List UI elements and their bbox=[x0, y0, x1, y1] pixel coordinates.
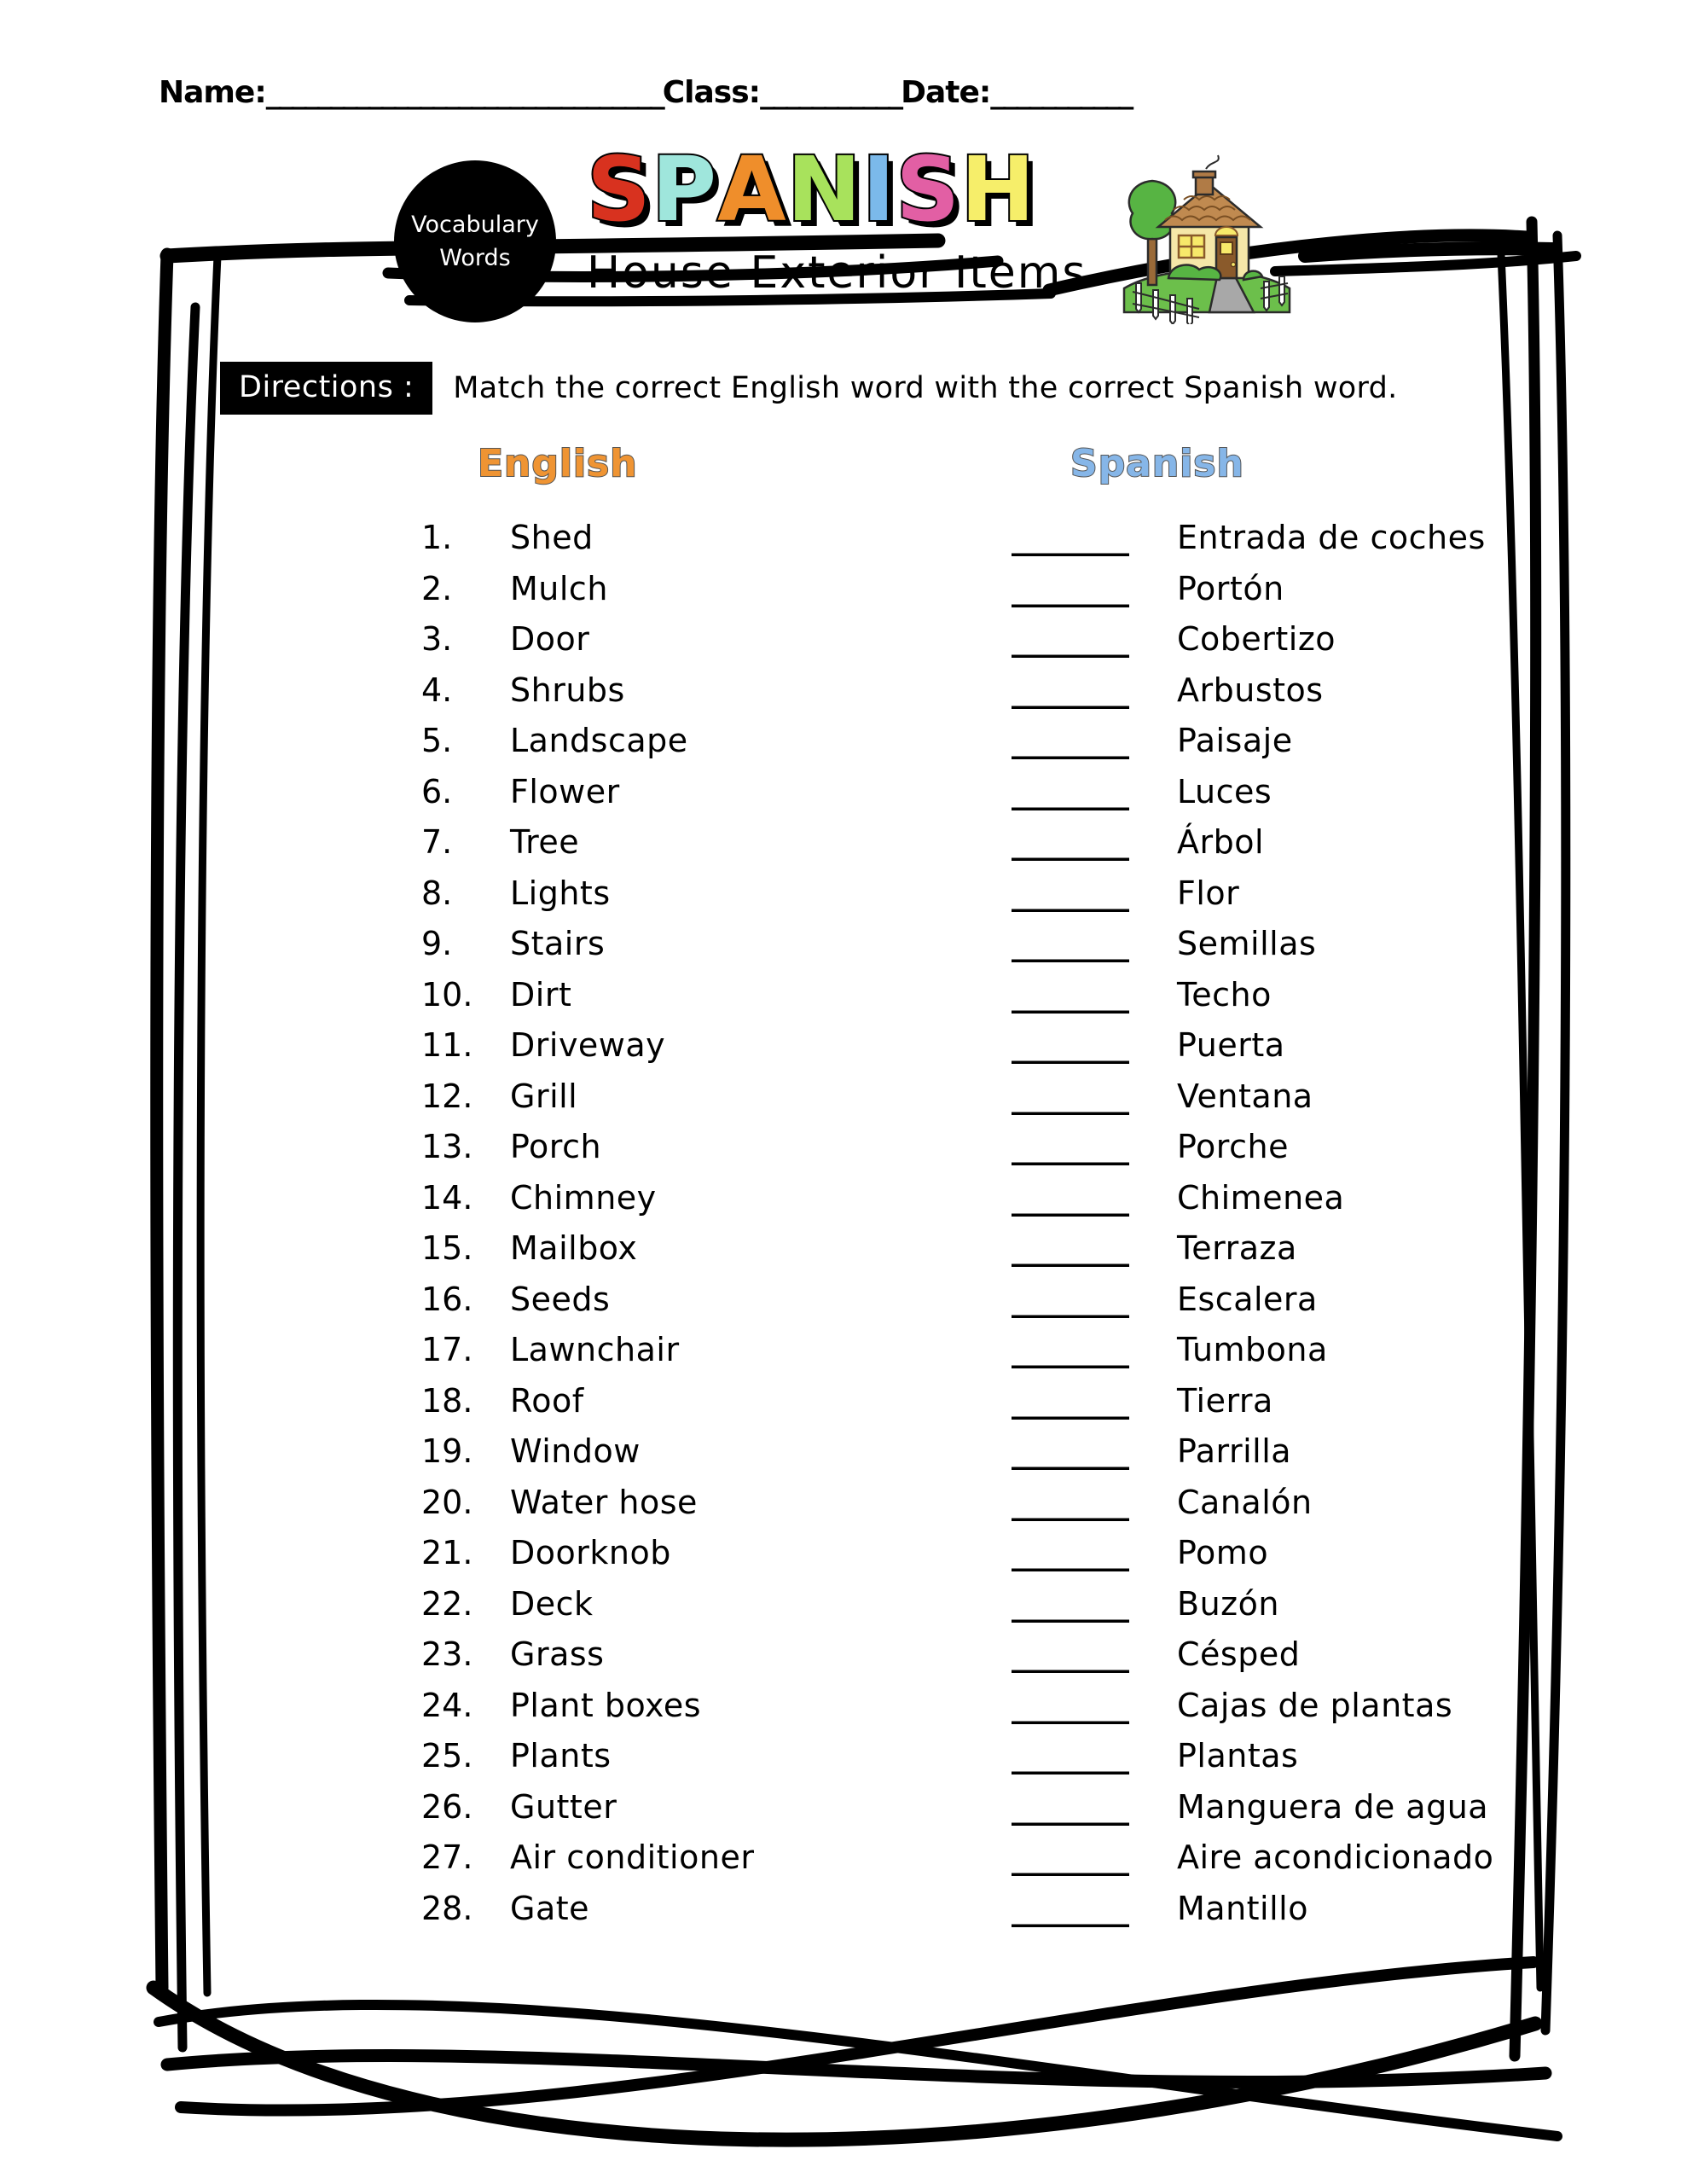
english-word: Window bbox=[510, 1432, 641, 1470]
match-row bbox=[0, 1838, 1687, 1890]
title-letter-6: S bbox=[896, 137, 961, 241]
answer-blank[interactable]: ________ bbox=[1012, 1432, 1128, 1470]
row-number: 11. bbox=[421, 1026, 473, 1064]
row-number: 21. bbox=[421, 1534, 473, 1571]
match-row bbox=[0, 1890, 1687, 1941]
answer-blank[interactable]: ________ bbox=[1012, 925, 1128, 962]
house-exterior-icon bbox=[1117, 145, 1296, 324]
answer-blank[interactable]: ________ bbox=[1012, 1331, 1128, 1368]
english-word: Driveway bbox=[510, 1026, 666, 1064]
match-row bbox=[0, 570, 1687, 621]
row-number: 6. bbox=[421, 772, 453, 810]
answer-blank[interactable]: ________ bbox=[1012, 1483, 1128, 1521]
answer-blank[interactable]: ________ bbox=[1012, 722, 1128, 759]
spanish-word: Arbustos bbox=[1177, 671, 1324, 709]
english-word: Porch bbox=[510, 1128, 602, 1165]
match-row bbox=[0, 620, 1687, 671]
spanish-word: Cajas de plantas bbox=[1177, 1686, 1453, 1724]
page-title bbox=[587, 137, 1036, 241]
row-number: 15. bbox=[421, 1229, 473, 1267]
spanish-word: Luces bbox=[1177, 772, 1272, 810]
english-word: Shed bbox=[510, 519, 594, 556]
answer-blank[interactable]: ________ bbox=[1012, 1787, 1128, 1826]
row-number: 20. bbox=[421, 1483, 473, 1521]
english-word: Grill bbox=[510, 1077, 578, 1115]
spanish-word: Escalera bbox=[1177, 1280, 1318, 1318]
spanish-word: Terraza bbox=[1177, 1229, 1297, 1267]
row-number: 18. bbox=[421, 1381, 473, 1420]
row-number: 8. bbox=[421, 874, 453, 912]
match-row bbox=[0, 1077, 1687, 1129]
row-number: 5. bbox=[421, 722, 453, 759]
english-word: Plants bbox=[510, 1737, 612, 1774]
date-blank[interactable]: ___________ bbox=[990, 75, 1132, 110]
answer-blank[interactable]: ________ bbox=[1012, 519, 1128, 556]
match-row bbox=[0, 671, 1687, 723]
spanish-word: Árbol bbox=[1177, 823, 1265, 861]
english-word: Lights bbox=[510, 874, 611, 912]
student-info-line bbox=[159, 75, 1540, 110]
directions-label: Directions : bbox=[220, 362, 432, 415]
answer-blank[interactable]: ________ bbox=[1012, 1381, 1128, 1420]
match-row bbox=[0, 1585, 1687, 1636]
match-row bbox=[0, 1635, 1687, 1687]
spanish-word: Techo bbox=[1177, 975, 1272, 1014]
spanish-word: Césped bbox=[1177, 1635, 1301, 1673]
english-word: Shrubs bbox=[510, 671, 625, 709]
answer-blank[interactable]: ________ bbox=[1012, 874, 1128, 912]
spanish-word: Flor bbox=[1177, 874, 1240, 912]
directions-text: Match the correct English word with the correct Spanish word. bbox=[453, 371, 1398, 405]
match-row bbox=[0, 722, 1687, 773]
match-row bbox=[0, 1788, 1687, 1839]
answer-blank[interactable]: ________ bbox=[1012, 1280, 1128, 1318]
date-label: Date: bbox=[901, 75, 991, 110]
english-word: Tree bbox=[510, 823, 580, 861]
english-word: Roof bbox=[510, 1381, 584, 1420]
english-word: Gutter bbox=[510, 1787, 617, 1826]
row-number: 19. bbox=[421, 1432, 473, 1470]
english-word: Mulch bbox=[510, 569, 608, 607]
answer-blank[interactable]: ________ bbox=[1012, 975, 1128, 1014]
spanish-word: Ventana bbox=[1177, 1077, 1313, 1115]
match-row bbox=[0, 1331, 1687, 1382]
english-word: Air conditioner bbox=[510, 1838, 755, 1876]
row-number: 24. bbox=[421, 1686, 473, 1724]
english-word: Deck bbox=[510, 1584, 594, 1623]
answer-blank[interactable]: ________ bbox=[1012, 772, 1128, 810]
row-number: 22. bbox=[421, 1584, 473, 1623]
spanish-word: Parrilla bbox=[1177, 1432, 1292, 1470]
spanish-word: Tumbona bbox=[1177, 1331, 1328, 1368]
title-letter-3: A bbox=[717, 137, 787, 241]
english-word: Seeds bbox=[510, 1280, 611, 1318]
title-letter-1: S bbox=[587, 137, 652, 241]
match-row bbox=[0, 1128, 1687, 1179]
row-number: 25. bbox=[421, 1737, 473, 1774]
class-label: Class: bbox=[662, 75, 761, 110]
english-word: Mailbox bbox=[510, 1229, 638, 1267]
page-subtitle: House Exterior Items bbox=[587, 247, 1087, 299]
row-number: 26. bbox=[421, 1787, 473, 1826]
spanish-word: Semillas bbox=[1177, 925, 1317, 962]
match-row bbox=[0, 1281, 1687, 1332]
spanish-word: Plantas bbox=[1177, 1737, 1299, 1774]
english-word: Doorknob bbox=[510, 1534, 671, 1571]
english-word: Chimney bbox=[510, 1178, 657, 1217]
class-blank[interactable]: ___________ bbox=[760, 75, 901, 110]
column-header-english: English bbox=[478, 442, 638, 485]
row-number: 7. bbox=[421, 823, 453, 861]
match-row bbox=[0, 519, 1687, 570]
badge-line-2: Words bbox=[439, 245, 511, 271]
spanish-word: Aire acondicionado bbox=[1177, 1838, 1494, 1876]
answer-blank[interactable]: ________ bbox=[1012, 823, 1128, 861]
answer-blank[interactable]: ________ bbox=[1012, 569, 1128, 607]
answer-blank[interactable]: ________ bbox=[1012, 671, 1128, 709]
row-number: 12. bbox=[421, 1077, 473, 1115]
row-number: 1. bbox=[421, 519, 453, 556]
match-row bbox=[0, 1382, 1687, 1433]
row-number: 10. bbox=[421, 975, 473, 1014]
answer-blank[interactable]: ________ bbox=[1012, 1686, 1128, 1724]
answer-blank[interactable]: ________ bbox=[1012, 1534, 1128, 1571]
english-word: Lawnchair bbox=[510, 1331, 680, 1368]
answer-blank[interactable]: ________ bbox=[1012, 1077, 1128, 1115]
title-letter-7: H bbox=[960, 137, 1036, 241]
row-number: 9. bbox=[421, 925, 453, 962]
match-row bbox=[0, 1534, 1687, 1585]
spanish-word: Pomo bbox=[1177, 1534, 1269, 1571]
answer-blank[interactable]: ________ bbox=[1012, 1737, 1128, 1774]
match-row bbox=[0, 1687, 1687, 1738]
row-number: 3. bbox=[421, 620, 453, 658]
column-header-spanish: Spanish bbox=[1070, 442, 1244, 485]
answer-blank[interactable]: ________ bbox=[1012, 1229, 1128, 1267]
answer-blank[interactable]: ________ bbox=[1012, 1026, 1128, 1064]
english-word: Flower bbox=[510, 772, 620, 810]
answer-blank[interactable]: ________ bbox=[1012, 1584, 1128, 1623]
spanish-word: Portón bbox=[1177, 569, 1284, 607]
english-word: Plant boxes bbox=[510, 1686, 702, 1724]
row-number: 23. bbox=[421, 1635, 473, 1673]
spanish-word: Canalón bbox=[1177, 1483, 1313, 1521]
row-number: 27. bbox=[421, 1838, 473, 1876]
english-word: Door bbox=[510, 620, 590, 658]
english-word: Grass bbox=[510, 1635, 605, 1673]
match-row bbox=[0, 1026, 1687, 1077]
row-number: 2. bbox=[421, 569, 453, 607]
match-row bbox=[0, 925, 1687, 976]
match-row bbox=[0, 976, 1687, 1027]
answer-blank[interactable]: ________ bbox=[1012, 1838, 1128, 1876]
match-row bbox=[0, 1737, 1687, 1788]
match-row bbox=[0, 1229, 1687, 1281]
title-letter-5: I bbox=[861, 137, 896, 241]
english-word: Water hose bbox=[510, 1483, 698, 1521]
row-number: 13. bbox=[421, 1128, 473, 1165]
answer-blank[interactable]: ________ bbox=[1012, 1635, 1128, 1673]
badge-line-1: Vocabulary bbox=[411, 211, 539, 238]
title-letter-2: P bbox=[651, 137, 718, 241]
match-row bbox=[0, 1484, 1687, 1535]
english-word: Stairs bbox=[510, 925, 606, 962]
directions-row bbox=[220, 362, 1499, 415]
english-word: Gate bbox=[510, 1889, 590, 1927]
matching-list bbox=[0, 519, 1687, 1940]
answer-blank[interactable]: ________ bbox=[1012, 1178, 1128, 1217]
spanish-word: Porche bbox=[1177, 1128, 1289, 1165]
spanish-word: Mantillo bbox=[1177, 1889, 1308, 1927]
spanish-word: Paisaje bbox=[1177, 722, 1293, 759]
spanish-word: Chimenea bbox=[1177, 1178, 1345, 1217]
answer-blank[interactable]: ________ bbox=[1012, 1128, 1128, 1165]
match-row bbox=[0, 1432, 1687, 1484]
name-blank[interactable]: _______________________________ bbox=[265, 75, 663, 110]
english-word: Dirt bbox=[510, 975, 572, 1014]
answer-blank[interactable]: ________ bbox=[1012, 1889, 1128, 1927]
row-number: 16. bbox=[421, 1280, 473, 1318]
spanish-word: Puerta bbox=[1177, 1026, 1285, 1064]
spanish-word: Entrada de coches bbox=[1177, 519, 1486, 556]
english-word: Landscape bbox=[510, 722, 688, 759]
spanish-word: Cobertizo bbox=[1177, 620, 1336, 658]
spanish-word: Manguera de agua bbox=[1177, 1787, 1489, 1826]
title-letter-4: N bbox=[786, 137, 862, 241]
answer-blank[interactable]: ________ bbox=[1012, 620, 1128, 658]
spanish-word: Buzón bbox=[1177, 1584, 1279, 1623]
vocabulary-words-badge bbox=[394, 160, 556, 322]
name-label: Name: bbox=[159, 75, 266, 110]
row-number: 14. bbox=[421, 1178, 473, 1217]
match-row bbox=[0, 773, 1687, 824]
match-row bbox=[0, 1179, 1687, 1230]
match-row bbox=[0, 874, 1687, 926]
row-number: 17. bbox=[421, 1331, 473, 1368]
worksheet-title-block bbox=[367, 137, 1356, 333]
row-number: 28. bbox=[421, 1889, 473, 1927]
spanish-word: Tierra bbox=[1177, 1381, 1273, 1420]
match-row bbox=[0, 823, 1687, 874]
row-number: 4. bbox=[421, 671, 453, 709]
